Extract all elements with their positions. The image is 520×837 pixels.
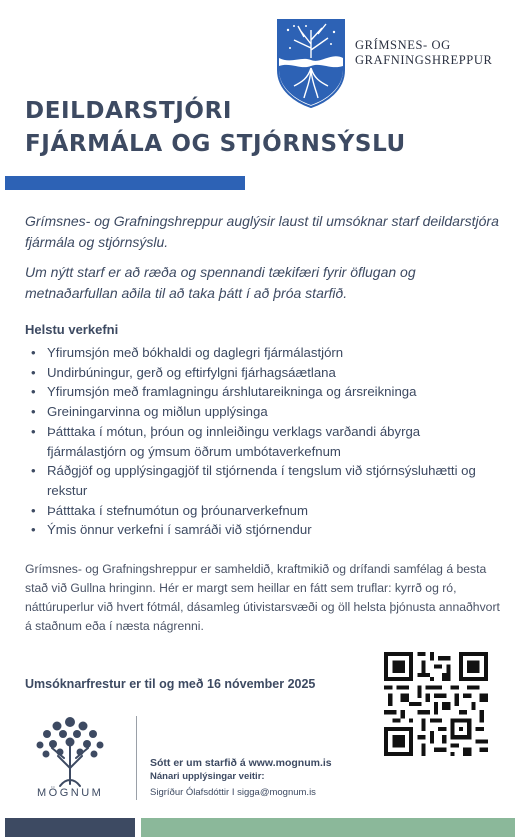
- list-item-text: Ýmis önnur verkefni í samráði við stjórnendur: [47, 522, 312, 538]
- bullet-icon: •: [31, 404, 36, 420]
- bullet-icon: •: [31, 384, 36, 400]
- list-item: [25, 501, 495, 521]
- list-item: [25, 422, 495, 461]
- list-item-text: Undirbúningur, gerð og eftirfylgni fjárhagsáætlana: [47, 364, 336, 380]
- list-item: [25, 343, 495, 363]
- list-item: [25, 363, 495, 383]
- page-title-line1: DEILDARSTJÓRI: [25, 98, 233, 124]
- about-paragraph: Grímsnes- og Grafningshreppur er samheldið, kraftmikið og drífandi samfélag á besta stað við Gullna hringinn. Hér er margt sem heillar en fátt sem truflar: kyrrð og ró, náttúruperlur við hvert fótmál, dásamleg útivistarsvæði og öll helsta þjónusta annaðhvort á staðnum eða í næsta nágrenni.: [25, 562, 500, 633]
- list-item: [25, 461, 495, 500]
- intro-paragraph-2: Um nýtt starf er að ræða og spennandi tækifæri fyrir öflugan og metnaðarfullan aðila til að taka þátt í að þróa starfið.: [25, 264, 416, 301]
- municipality-name-line1: GRÍMSNES- OG: [355, 38, 451, 52]
- tree-people-icon: [30, 712, 110, 792]
- bullet-icon: •: [31, 345, 36, 360]
- municipality-name-line2: GRAFNINGSHREPPUR: [355, 53, 493, 67]
- mognum-brand: MÖGNUM: [37, 787, 104, 799]
- contact-person: Sigríður Ólafsdóttir I sigga@mognum.is: [150, 787, 316, 798]
- list-item: [25, 520, 495, 540]
- bullet-icon: •: [31, 502, 36, 518]
- bullet-icon: •: [31, 522, 36, 538]
- footer-bar-dark: [5, 818, 135, 837]
- info-text: Nánari upplýsingar veitir:: [150, 771, 265, 782]
- list-item-text: Yfirumsjón með framlagningu árshlutareikninga og ársreikninga: [47, 384, 417, 400]
- apply-text: Sótt er um starfið á www.mognum.is: [150, 757, 332, 769]
- page-title: [25, 95, 406, 161]
- municipality-name: [355, 38, 492, 68]
- list-item-text: Greiningarvinna og miðlun upplýsinga: [47, 404, 268, 420]
- intro-paragraph-1: Grímsnes- og Grafningshreppur auglýsir laust til umsóknar starf deildarstjóra fjármála og stjórnsýslu.: [25, 213, 499, 250]
- list-item-text: Yfirumsjón með bókhaldi og daglegri fjármálastjórn: [47, 345, 344, 360]
- bullet-icon: •: [31, 463, 36, 479]
- list-item: [25, 382, 495, 402]
- bullet-icon: •: [31, 364, 36, 380]
- intro-text: [25, 211, 500, 304]
- tasks-list: [25, 343, 495, 540]
- bullet-icon: •: [31, 423, 36, 439]
- contact-info: [150, 756, 332, 800]
- page-title-line2: FJÁRMÁLA OG STJÓRNSÝSLU: [25, 131, 406, 157]
- application-deadline: Umsóknarfrestur er til og með 16 nóvember 2025: [25, 677, 316, 691]
- title-accent-bar: [5, 176, 245, 190]
- qr-code-icon[interactable]: [383, 652, 489, 756]
- tasks-heading: Helstu verkefni: [25, 322, 119, 337]
- list-item: [25, 402, 495, 422]
- footer-divider: [136, 716, 137, 800]
- footer-bar-green: [141, 818, 515, 837]
- list-item-text: Ráðgjöf og upplýsingagjöf til stjórnenda í tengslum við stjórnsýsluhætti og rekstur: [47, 463, 476, 498]
- list-item-text: Þátttaka í mótun, þróun og innleiðingu verklags varðandi ábyrga fjármálastjórn og ýmsum öðrum umbótaverkefnum: [47, 423, 421, 459]
- list-item-text: Þátttaka í stefnumótun og þróunarverkefnum: [47, 502, 308, 518]
